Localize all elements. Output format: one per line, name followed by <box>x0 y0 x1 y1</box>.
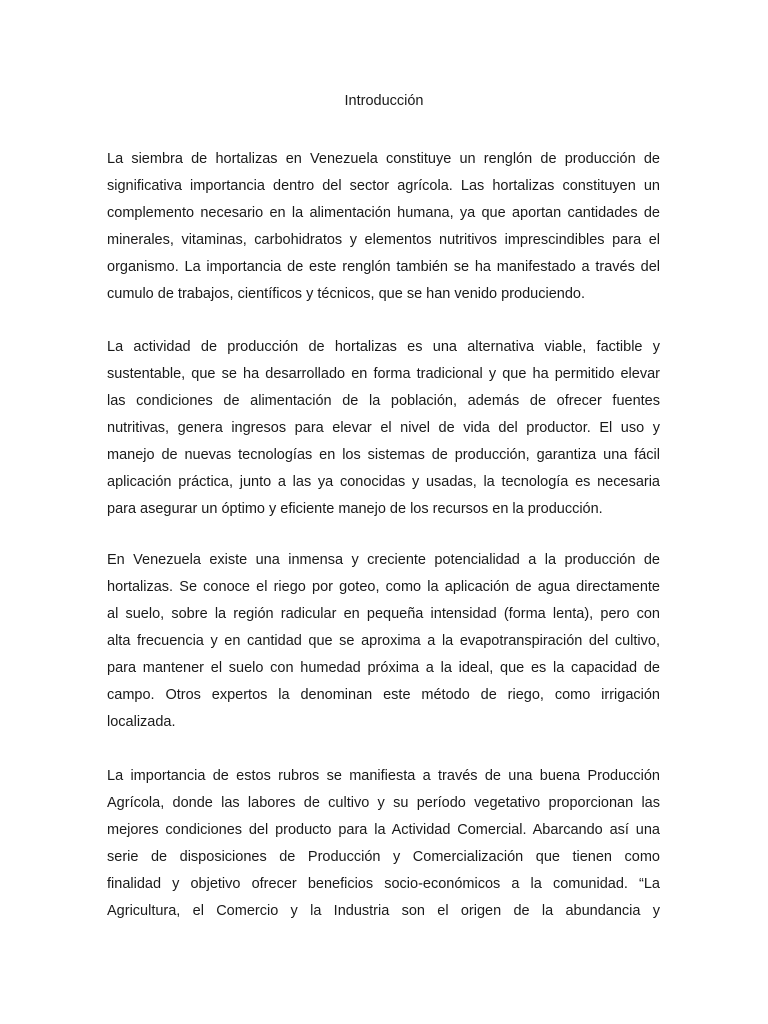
text-line: campo. Otros expertos la denominan este método de riego, como irrigación <box>107 687 660 703</box>
paragraph-1 <box>107 146 660 308</box>
text-line: para mantener el suelo con humedad próxima a la ideal, que es la capacidad de <box>107 660 660 676</box>
text-line: cumulo de trabajos, científicos y técnicos, que se han venido produciendo. <box>107 286 585 302</box>
text-line: localizada. <box>107 714 176 730</box>
text-line: mejores condiciones del producto para la Actividad Comercial. Abarcando así una <box>107 822 660 838</box>
text-line: organismo. La importancia de este renglón también se ha manifestado a través del <box>107 259 660 275</box>
text-line: las condiciones de alimentación de la población, además de ofrecer fuentes <box>107 393 660 409</box>
text-line: Agrícola, donde las labores de cultivo y su período vegetativo proporcionan las <box>107 795 660 811</box>
text-line: La importancia de estos rubros se manifiesta a través de una buena Producción <box>107 768 660 784</box>
text-line: Agricultura, el Comercio y la Industria son el origen de la abundancia y <box>107 903 660 919</box>
document-title: Introducción <box>344 93 424 109</box>
paragraph-4 <box>107 763 660 925</box>
text-line: En Venezuela existe una inmensa y creciente potencialidad a la producción de <box>107 552 660 568</box>
text-line: aplicación práctica, junto a las ya conocidas y usadas, la tecnología es necesaria <box>107 474 660 490</box>
text-line: serie de disposiciones de Producción y Comercialización que tienen como <box>107 849 660 865</box>
text-line: hortalizas. Se conoce el riego por goteo, como la aplicación de agua directamente <box>107 579 660 595</box>
text-line: La actividad de producción de hortalizas es una alternativa viable, factible y <box>107 339 660 355</box>
text-line: al suelo, sobre la región radicular en pequeña intensidad (forma lenta), pero con <box>107 606 660 622</box>
text-line: alta frecuencia y en cantidad que se aproxima a la evapotranspiración del cultivo, <box>107 633 660 649</box>
text-line: sustentable, que se ha desarrollado en forma tradicional y que ha permitido elevar <box>107 366 660 382</box>
text-line: La siembra de hortalizas en Venezuela constituye un renglón de producción de <box>107 151 660 167</box>
text-line: finalidad y objetivo ofrecer beneficios socio-económicos a la comunidad. “La <box>107 876 660 892</box>
text-line: complemento necesario en la alimentación humana, ya que aportan cantidades de <box>107 205 660 221</box>
paragraph-2 <box>107 334 660 523</box>
paragraph-3 <box>107 547 660 736</box>
text-line: nutritivas, genera ingresos para elevar el nivel de vida del productor. El uso y <box>107 420 660 436</box>
text-line: minerales, vitaminas, carbohidratos y elementos nutritivos imprescindibles para el <box>107 232 660 248</box>
text-line: manejo de nuevas tecnologías en los sistemas de producción, garantiza una fácil <box>107 447 660 463</box>
text-line: para asegurar un óptimo y eficiente manejo de los recursos en la producción. <box>107 501 603 517</box>
text-line: significativa importancia dentro del sector agrícola. Las hortalizas constituyen un <box>107 178 660 194</box>
